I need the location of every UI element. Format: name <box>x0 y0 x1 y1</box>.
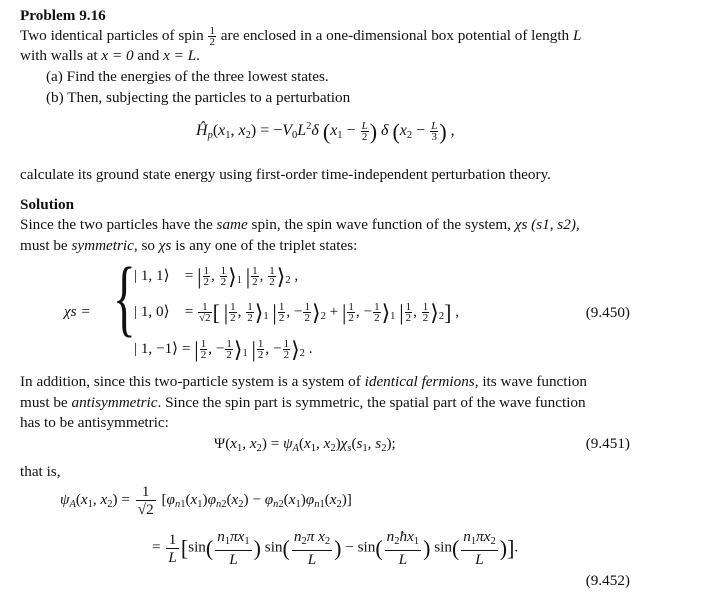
left-brace: { <box>113 249 136 345</box>
that-is: that is, <box>20 463 61 480</box>
part-b: (b) Then, subjecting the particles to a perturbation <box>46 89 351 106</box>
perturbation-equation: $Ĥ_p(x_1$, $x_2) = -V_0L^2\delta$ ($x_1$ − $\frac{L}{2}$ ) δ ($x_2$ − $\frac{L}{3}$ ) , <box>196 118 455 144</box>
triplet-state-1: | 1, 1⟩ = | $\frac{1}{2}$ , $\frac{1}{2}$ $⟩_1$ | $\frac{1}{2}$ , $\frac{1}{2}$ $⟩_2$ , <box>134 264 299 290</box>
statement-line-2: with walls at x = 0 and x = L. <box>20 47 200 64</box>
emph-identical-fermions: identical fermions <box>364 373 475 390</box>
emph-same: same <box>216 216 248 233</box>
statement-text-b: are enclosed in a one-dimensional box potential of length <box>220 27 570 44</box>
chi-s-symbol: χs (s1, s2), <box>514 216 580 233</box>
triplet-state-m1: | 1, −1⟩ = | $\frac{1}{2}$ , − $\frac{1}{2}$ $⟩_1$ | $\frac{1}{2}$ , − $\frac{1}{2}$ $⟩_2$ . <box>134 337 313 363</box>
statement-text-a: Two identical particles of spin <box>20 27 204 44</box>
wall-2: x = L <box>163 47 197 64</box>
solution-para2-line1: In addition, since this two-particle system is a system of identical fermions, its wave function <box>20 373 587 390</box>
solution-para2-line3: has to be antisymmetric: <box>20 414 169 431</box>
after-equation-text: calculate its ground state energy using first-order time-independent perturbation theory. <box>20 166 551 183</box>
part-a: (a) Find the energies of the three lowest states. <box>46 68 329 85</box>
emph-antisymmetric: antisymmetric <box>71 394 158 411</box>
wall-1: x = 0 <box>101 47 134 64</box>
spin-fraction: $\frac{1}{2}$ <box>209 25 215 49</box>
solution-para1-line2: must be symmetric, so χs is any one of the triplet states: <box>20 237 358 254</box>
equation-number-450: (9.450) <box>585 304 630 321</box>
chi-label: χs = <box>64 303 91 320</box>
psiA-equation-line1: $\psi_A(x_1$, $x_2$) = $\frac{1}{√2}$ $[\varphi_{n1}(x_1)\varphi_{n2}(x_2) - \varphi_{n2}(x_1)\varphi_{n1}(x_2)]$ <box>60 483 352 518</box>
emph-symmetric: symmetric <box>71 237 134 254</box>
equation-number-452: (9.452) <box>585 572 630 589</box>
statement-line-1 <box>20 26 581 47</box>
psiA-equation-line2: = $\frac{1}{L}$ [sin( $\frac{n_1\pi x_1}{L}$ ) sin( $\frac{n_2\pi x_2}{L}$ ) − sin( $\frac{n_2ħx_1}{L}$ ) sin( $\frac{n_1\pi x_2}{L}$ )]. <box>152 528 519 568</box>
equation-number-451: (9.451) <box>585 435 630 452</box>
problem-title: Problem 9.16 <box>20 7 106 24</box>
solution-para2-line2: must be antisymmetric. Since the spin part is symmetric, the spatial part of the wave function <box>20 394 586 411</box>
psi-equation: $\Psi(x_1$, $x_2) = \psi_A(x_1$, $x_2)\chi_s(s_1$, $s_2$); <box>214 435 396 454</box>
solution-para1-line1: Since the two particles have the same spin, the spin wave function of the system, χs (s1, s2), <box>20 216 580 233</box>
solution-title: Solution <box>20 196 75 213</box>
triplet-state-0: | 1, 0⟩ = $\frac{1}{√2}$ [ | $\frac{1}{2}$ , $\frac{1}{2}$ $⟩_1$ | $\frac{1}{2}$ , − $\frac{1}{2}$ $⟩_2$ + | $\frac{1}{2}$ , − $\frac{1}{2}$ $⟩_1$ | $\frac{1}{2}$ , $\frac{1}{2}$ $⟩_2$] , <box>134 300 459 326</box>
length-symbol: L <box>572 27 582 44</box>
